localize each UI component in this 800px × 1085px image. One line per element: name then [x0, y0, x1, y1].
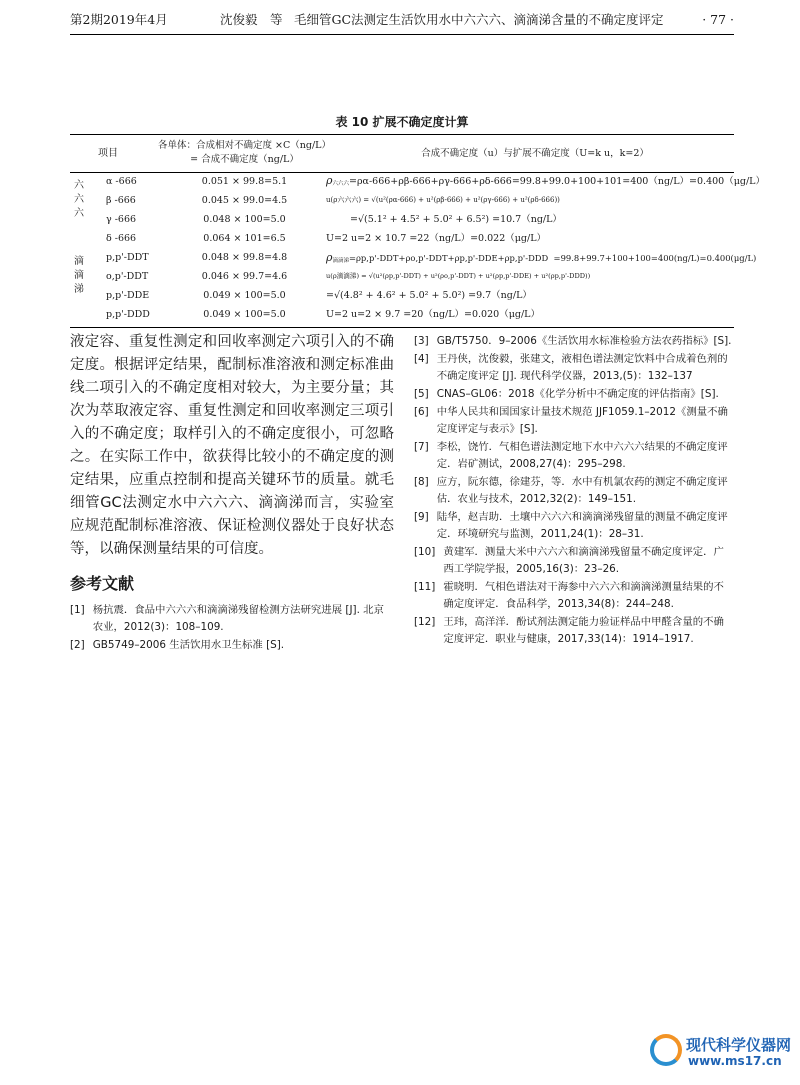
table-bottom-rule	[70, 327, 734, 328]
reference-number: [10]	[414, 546, 436, 558]
ddt-sum-formula	[326, 251, 756, 268]
reference-text: 王丹侠，沈俊毅，张建文，液相色谱法测定饮料中合成着色剂的不确定度评定 [J]. 现代科学仪器，2013,(5)：132–137	[436, 353, 728, 382]
row-item: p,p'-DDD	[106, 309, 150, 320]
hch-u-value: =√(5.1² + 4.5² + 5.0² + 6.5²) =10.7（ng/L）	[350, 214, 562, 225]
reference-item	[414, 474, 734, 508]
row-single-value: 0.045 × 99.0=4.5	[201, 195, 288, 206]
reference-item	[414, 544, 734, 578]
logo-url: www.ms17.cn	[688, 1054, 782, 1068]
reference-item	[414, 439, 734, 473]
ddt-sum-terms: =ρp,p'-DDT+ρo,p'-DDT+ρp,p'-DDE+ρp,p'-DDD	[348, 253, 549, 263]
reference-text: 应方，阮东德，徐建芬，等．水中有机氯农药的测定不确定度评估．农业与技术，2012,32(2)：149–151.	[436, 476, 728, 505]
reference-text: GB/T5750．9–2006《生活饮用水标准检验方法农药指标》[S].	[436, 335, 732, 347]
reference-item	[414, 579, 734, 613]
reference-number: [6]	[414, 406, 429, 418]
ddt-sum-value: =99.8+99.7+100+100=400(ng/L)=0.400(μg/L)	[553, 253, 757, 263]
logo-name: 现代科学仪器网	[686, 1036, 792, 1054]
reference-text: 王玮，高洋洋．酚试剂法测定能力验证样品中甲醛含量的不确定度评定．职业与健康，2017,33(14)：1914–1917.	[443, 616, 724, 645]
header-issue: 第2期2019年4月	[70, 12, 168, 27]
reference-text: 霍晓明．气相色谱法对干海参中六六六和滴滴涕测量结果的不确定度评定．食品科学，2013,34(8)：244–248.	[443, 581, 724, 610]
hch-u-formula: u(ρ六六六) = √(u²(ρα-666) + u²(ρβ-666) + u²(ργ-666) + u²(ρδ-666))	[326, 196, 560, 204]
row-item: β -666	[106, 195, 136, 206]
reference-item	[414, 386, 734, 403]
reference-text: 杨抗震．食品中六六六和滴滴涕残留检测方法研究进展 [J]. 北京农业，2012(3)：108–109.	[92, 604, 384, 633]
row-item: o,p'-DDT	[106, 271, 149, 282]
hch-expanded-value: U=2 u=2 × 10.7 =22（ng/L）=0.022（μg/L）	[326, 233, 547, 244]
reference-text: GB5749–2006 生活饮用水卫生标准 [S].	[92, 639, 285, 651]
row-single-value: 0.046 × 99.7=4.6	[201, 271, 288, 282]
table-title: 表 10 扩展不确定度计算	[335, 115, 469, 129]
conclusion-paragraph: 液定容、重复性测定和回收率测定六项引入的不确定度。根据评定结果，配制标准溶液和测定标准曲线二项引入的不确定度相对较大，为主要分量；其次为萃取液定容、重复性测定和回收率测定三项引入的不确定度；取样引入的不确定度很小，可忽略之。在实际工作中，欲获得比较小的不确定度的测定结果，应重点控制和提高关键环节的质量。就毛细管GC法测定水中六六六、滴滴涕而言，实验室应规范配制标准溶液、保证检测仪器处于良好状态等，以确保测量结果的可信度。	[70, 334, 394, 557]
hch-sum-formula	[326, 174, 765, 191]
reference-number: [3]	[414, 335, 429, 347]
ddt-u-value: =√(4.8² + 4.6² + 5.0² + 5.0²) =9.7（ng/L）	[326, 290, 532, 301]
reference-number: [9]	[414, 511, 429, 523]
watermark-logo	[624, 1030, 794, 1080]
row-item: δ -666	[106, 233, 137, 244]
row-item: α -666	[106, 176, 137, 187]
table-header-item: 项目	[98, 148, 118, 159]
reference-number: [8]	[414, 476, 429, 488]
table-header-single-line2: = 合成不确定度（ng/L）	[190, 154, 299, 165]
reference-number: [5]	[414, 388, 429, 400]
references-list-left	[70, 602, 394, 654]
ddt-expanded-value: U=2 u=2 × 9.7 =20（ng/L）=0.020（μg/L）	[326, 309, 540, 320]
group-label-hch: 六六六	[74, 180, 84, 219]
ddt-sum-subscript: 滴滴涕	[332, 258, 349, 264]
table-header-combined: 合成不确定度（u）与扩展不确定度（U=k u，k=2）	[421, 148, 649, 159]
ddt-u-formula: u(ρ滴滴涕) = √(u²(ρp,p'-DDT) + u²(ρo,p'-DDT) + u²(ρp,p'-DDE) + u²(ρp,p'-DDD))	[326, 272, 591, 280]
row-single-value: 0.049 × 100=5.0	[203, 309, 286, 320]
group-label-ddt: 滴滴涕	[74, 256, 84, 295]
rho-symbol: ρ	[326, 251, 333, 264]
reference-item	[414, 614, 734, 648]
hch-sum-subscript: 六六六	[332, 181, 349, 187]
reference-number: [11]	[414, 581, 436, 593]
row-single-value: 0.051 × 99.8=5.1	[201, 176, 288, 187]
reference-text: CNAS–GL06：2018《化学分析中不确定度的评估指南》[S].	[436, 388, 719, 400]
references-list-right	[414, 333, 734, 649]
row-item: p,p'-DDE	[106, 290, 150, 301]
uncertainty-table	[70, 135, 765, 327]
reference-item	[414, 404, 734, 438]
reference-number: [4]	[414, 353, 429, 365]
hch-sum-terms: =ρα-666+ρβ-666+ργ-666+ρδ-666	[348, 176, 512, 187]
row-single-value: 0.064 × 101=6.5	[203, 233, 286, 244]
reference-number: [2]	[70, 639, 85, 651]
reference-text: 黄建军．测量大米中六六六和滴滴涕残留量不确定度评定．广西工学院学报，2005,16(3)：23–26.	[443, 546, 724, 575]
hch-sum-value: =99.8+99.0+100+101=400（ng/L）=0.400（μg/L）	[511, 176, 765, 187]
row-item: γ -666	[106, 214, 137, 225]
references-heading: 参考文献	[70, 574, 135, 593]
left-column	[70, 331, 394, 655]
header-title: 毛细管GC法测定生活饮用水中六六六、滴滴涕含量的不确定度评定	[294, 12, 664, 27]
header-rule	[70, 34, 734, 35]
header-page-number: · 77 ·	[702, 11, 734, 27]
row-single-value: 0.048 × 100=5.0	[203, 214, 286, 225]
row-item: p,p'-DDT	[106, 252, 149, 263]
reference-text: 中华人民共和国国家计量技术规范 JJF1059.1–2012《测量不确定度评定与表示》[S].	[436, 406, 728, 435]
rho-symbol: ρ	[326, 174, 333, 187]
reference-text: 李松，饶竹．气相色谱法测定地下水中六六六结果的不确定度评定．岩矿测试，2008,27(4)：295–298.	[436, 441, 728, 470]
reference-item	[414, 509, 734, 543]
reference-item	[70, 602, 394, 636]
header-author: 沈俊毅 等	[220, 12, 283, 27]
reference-text: 陆华，赵吉助．土壤中六六六和滴滴涕残留量的测量不确定度评定．环境研究与监测，2011,24(1)：28–31.	[436, 511, 728, 540]
row-single-value: 0.049 × 100=5.0	[203, 290, 286, 301]
running-header	[70, 6, 734, 32]
body-paragraph	[70, 331, 394, 561]
logo-icon	[650, 1034, 682, 1066]
reference-item	[414, 333, 734, 350]
reference-number: [12]	[414, 616, 436, 628]
row-single-value: 0.048 × 99.8=4.8	[201, 252, 288, 263]
reference-item	[70, 637, 394, 654]
table-header-single-line1: 各单体：合成相对不确定度 ×C（ng/L）	[158, 140, 331, 151]
reference-item	[414, 351, 734, 385]
reference-number: [1]	[70, 604, 85, 616]
reference-number: [7]	[414, 441, 429, 453]
